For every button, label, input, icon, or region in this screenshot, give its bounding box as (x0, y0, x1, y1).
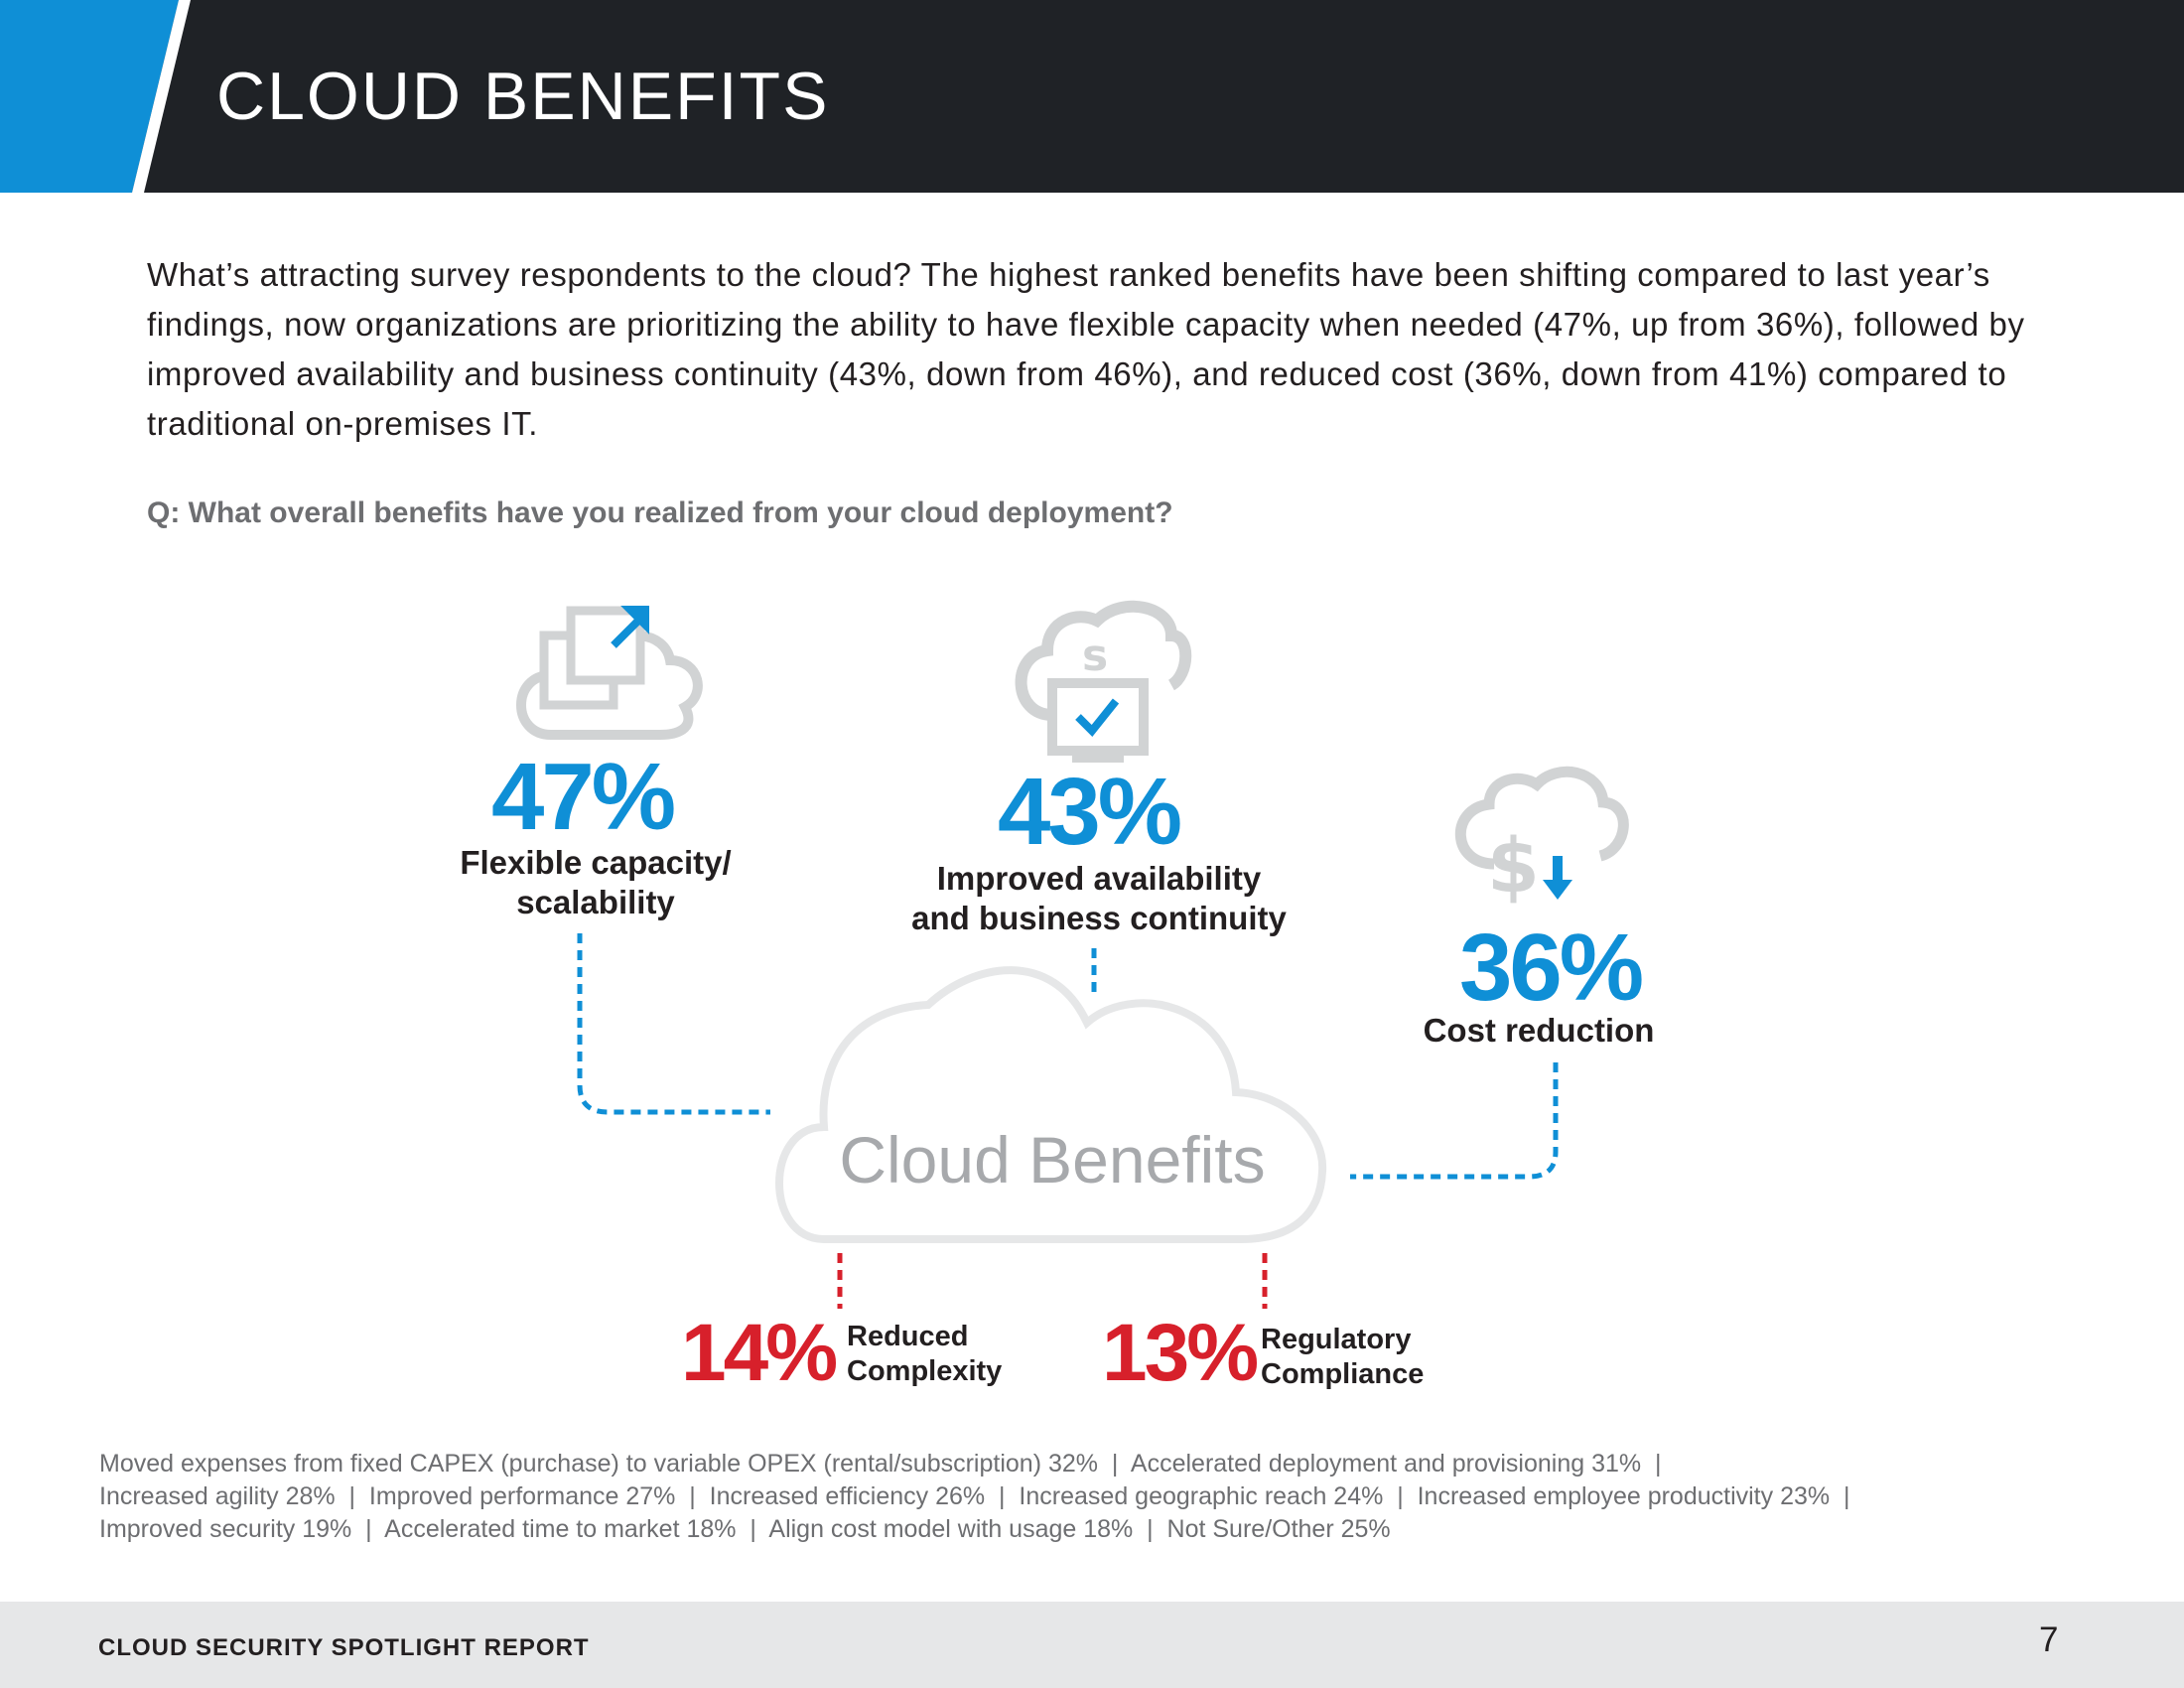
cost-reduction-percent: 36% (1459, 914, 1642, 1021)
availability-label (871, 859, 1327, 938)
reduced-complexity-label (847, 1320, 1002, 1389)
other-benefits-list (99, 1448, 2105, 1546)
cloud-expand-icon (521, 608, 698, 735)
reduced-complexity-label-line1: Reduced (847, 1321, 969, 1352)
other-benefits-line-2: Increased agility 28% | Improved performance 27% | Increased efficiency 26% | Increased geographic reach 24% | Increased employee productivity 23% | (99, 1482, 1850, 1510)
flexible-capacity-label (397, 843, 794, 922)
cost-reduction-label: Cost reduction (1423, 1012, 1655, 1049)
page-title: CLOUD BENEFITS (216, 59, 830, 134)
availability-percent: 43% (998, 759, 1180, 865)
availability-label-line1: Improved availability (936, 860, 1262, 897)
reduced-complexity-label-line2: Complexity (847, 1355, 1003, 1387)
connector-flexible (580, 933, 770, 1112)
svg-text:s: s (1082, 631, 1109, 681)
availability-label-line2: and business continuity (911, 900, 1287, 936)
flexible-capacity-percent: 47% (491, 744, 674, 850)
central-cloud-shape (779, 970, 1322, 1239)
regulatory-compliance-label-line1: Regulatory (1261, 1324, 1412, 1355)
other-benefits-line-1: Moved expenses from fixed CAPEX (purchase) to variable OPEX (rental/subscription) 32% | Accelerated deployment and provisioning 31% | (99, 1450, 1662, 1477)
reduced-complexity-percent: 14% (681, 1308, 836, 1398)
central-cloud-label: Cloud Benefits (839, 1123, 1266, 1196)
other-benefits-line-3: Improved security 19% | Accelerated time to market 18% | Align cost model with usage 18% | Not Sure/Other 25% (99, 1515, 1391, 1543)
svg-text:$: $ (1487, 821, 1540, 910)
footer-report-title: CLOUD SECURITY SPOTLIGHT REPORT (98, 1634, 590, 1661)
cloud-monitor-check-icon (1022, 607, 1186, 763)
flexible-capacity-label-line1: Flexible capacity/ (460, 844, 732, 881)
cloud-dollar-down-icon (1460, 772, 1623, 910)
intro-paragraph: What’s attracting survey respondents to the cloud? The highest ranked benefits have been shifting compared to last year’s findings, now organizations are prioritizing the ability to have flexible capacity when needed (47%, up from 36%), followed by improved availability and business continuity (43%, down from 46%), and reduced cost (36%, down from 41%) compared to traditional on-premises IT. (147, 256, 2025, 442)
regulatory-compliance-label-line2: Compliance (1261, 1358, 1425, 1390)
survey-question: Q: What overall benefits have you realized from your cloud deployment? (147, 496, 1173, 529)
connector-cost (1350, 1062, 1556, 1177)
regulatory-compliance-percent: 13% (1102, 1308, 1257, 1398)
flexible-capacity-label-line2: scalability (516, 884, 675, 920)
regulatory-compliance-label (1261, 1323, 1424, 1392)
page-number: 7 (2039, 1620, 2059, 1659)
